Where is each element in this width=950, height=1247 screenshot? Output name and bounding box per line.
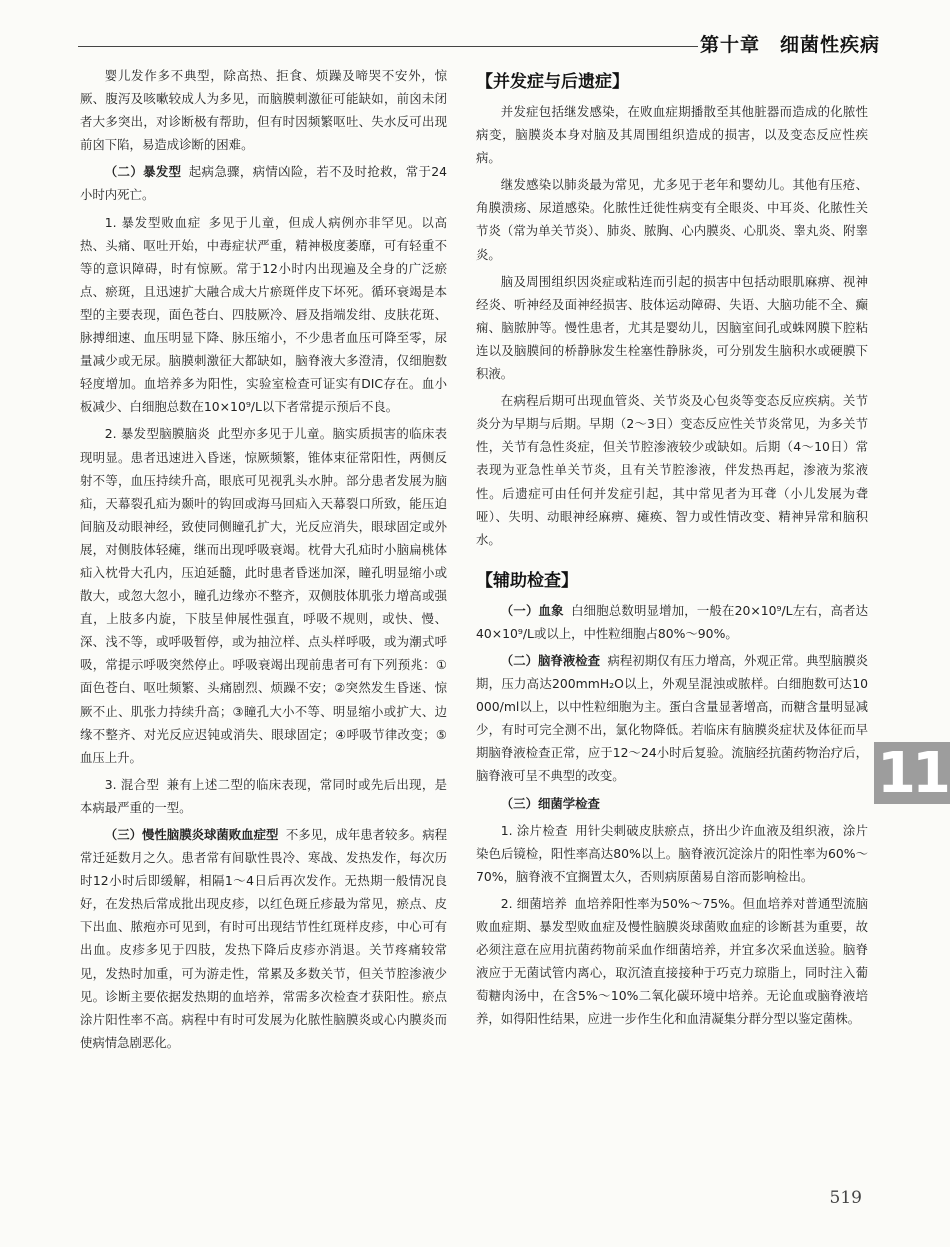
paragraph: 继发感染以肺炎最为常见，尤多见于老年和婴幼儿。其他有压疮、角膜溃疡、尿道感染。化脓性迁徙性病变有全眼炎、中耳炎、化脓性关节炎（常为单关节炎）、肺炎、脓胸、心内膜炎、心肌炎、睾丸炎、附睾炎。 xyxy=(476,177,868,262)
subsection-label: 2. 细菌培养 xyxy=(500,895,567,911)
subsection-label: 3. 混合型 xyxy=(104,776,160,792)
paragraph: 脑及周围组织因炎症或粘连而引起的损害中包括动眼肌麻痹、视神经炎、听神经及面神经损害、肢体运动障碍、失语、大脑功能不全、癫痫、脑脓肿等。慢性患者，尤其是婴幼儿，因脑室间孔或蛛网膜下腔粘连以及脑膜间的桥静脉发生栓塞性静脉炎，可分别发生脑积水或硬膜下积液。 xyxy=(476,273,868,382)
section-heading: 【辅助检查】 xyxy=(476,570,578,591)
section-label: （二）暴发型 xyxy=(104,164,182,180)
paragraph: 婴儿发作多不典型，除高热、拒食、烦躁及啼哭不安外，惊厥、腹泻及咳嗽较成人为多见，而脑膜刺激征可能缺如，前囟未闭者大多突出，对诊断极有帮助，但有时因频繁呕吐、失水反可出现前囟下陷，易造成诊断的困难。 xyxy=(80,68,447,153)
paragraph xyxy=(476,792,868,815)
section-label: （三）慢性脑膜炎球菌败血症型 xyxy=(104,827,279,842)
subsection-label: 2. 暴发型脑膜脑炎 xyxy=(104,426,211,442)
section-label: （一）血象 xyxy=(500,602,564,618)
paragraph: 并发症包括继发感染，在败血症期播散至其他脏器而造成的化脓性病变，脑膜炎本身对脑及其周围组织造成的损害，以及变态反应性疾病。 xyxy=(476,104,868,166)
paragraph: 2. 暴发型脑膜脑炎 此型亦多见于儿童。脑实质损害的临床表现明显。患者迅速进入昏迷，惊厥频繁，锥体束征常阳性，两侧反射不等，血压持续升高，眼底可见视乳头水肿。部分患者发展为脑疝，天幕裂孔疝为颞叶的钩回或海马回疝入天幕裂口所致，能压迫间脑及动眼神经，致使同侧瞳孔扩大，光反应消失，眼球固定或外展，对侧肢体轻瘫，继而出现呼吸衰竭。枕骨大孔疝时小脑扁桃体疝入枕骨大孔内，压迫延髓，此时患者昏迷加深，瞳孔明显缩小或散大，或忽大忽小，瞳孔边缘亦不整齐，双侧肢体肌张力增高或强直，上肢多内旋，下肢呈伸展性强直，呼吸不规则，或快、慢、深、浅不等，或呼吸暂停，或为抽泣样、点头样呼吸，或为潮式呼吸，常提示呼吸突然停止。呼吸衰竭出现前患者可有下列预兆：①面色苍白、呕吐频繁、头痛剧烈、烦躁不安；②突然发生昏迷、惊厥不止、肌张力持续升高；③瞳孔大小不等、明显缩小或扩大、边缘不整齐、对光反应迟钝或消失、眼球固定；④呼吸节律改变；⑤血压上升。 xyxy=(80,426,447,765)
paragraph: （二）脑脊液检查 病程初期仅有压力增高，外观正常。典型脑膜炎期，压力高达200mmH₂O以上，外观呈混浊或脓样。白细胞数可达10 000/ml以上，以中性粒细胞为主。蛋白含量显著增高，而糖含量明显减少，有时可完全测不出，氯化物降低。若临床有脑膜炎症状及体征而早期脑脊液检查正常，应于12～24小时后复验。流脑经抗菌药物治疗后，脑脊液可呈不典型的改变。 xyxy=(476,652,868,784)
subsection-label: 1. 暴发型败血症 xyxy=(104,214,202,230)
chapter-header: 第十章 细菌性疾病 xyxy=(699,34,880,56)
left-column xyxy=(80,64,447,1054)
paragraph: 1. 暴发型败血症 多见于儿童，但成人病例亦非罕见。以高热、头痛、呕吐开始，中毒症状严重，精神极度萎靡，可有轻重不等的意识障碍，时有惊厥。常于12小时内出现遍及全身的广泛瘀点、瘀斑，且迅速扩大融合成大片瘀斑伴皮下坏死。循环衰竭是本型的主要表现，面色苍白、四肢厥冷、唇及指端发绀、皮肤花斑、脉搏细速、血压明显下降、脉压缩小，不少患者血压可降至零，尿量减少或无尿。脑膜刺激征大都缺如，脑脊液大多澄清，仅细胞数轻度增加。血培养多为阳性，实验室检查可证实有DIC存在。血小板减少、白细胞总数在10×10⁹/L以下者常提示预后不良。 xyxy=(80,214,448,415)
right-column xyxy=(476,64,868,1030)
paragraph: 1. 涂片检查 用针尖刺破皮肤瘀点，挤出少许血液及组织液，涂片染色后镜检，阳性率高达80%以上。脑脊液沉淀涂片的阳性率为60%～70%，脑脊液不宜搁置太久，否则病原菌易自溶而影响检出。 xyxy=(476,822,868,884)
chapter-tab: 11 xyxy=(874,742,950,804)
section-label: （三）细菌学检查 xyxy=(500,795,600,811)
paragraph: 3. 混合型 兼有上述二型的临床表现，常同时或先后出现，是本病最严重的一型。 xyxy=(80,776,448,815)
section-label: （二）脑脊液检查 xyxy=(500,652,601,668)
paragraph: （二）暴发型 起病急骤，病情凶险，若不及时抢救，常于24小时内死亡。 xyxy=(80,164,447,203)
section-heading: 【并发症与后遗症】 xyxy=(476,72,629,92)
header-rule xyxy=(78,46,698,47)
page-number: 519 xyxy=(829,1188,862,1208)
paragraph: （三）慢性脑膜炎球菌败血症型 不多见，成年患者较多。病程常迁延数月之久。患者常有间歇性畏冷、寒战、发热发作，每次历时12小时后即缓解，相隔1～4日后再次发作。无热期一般情况良好，在发热后常成批出现皮疹，以红色斑丘疹最为常见，瘀点、皮下出血、脓疱亦可见到，有时可出现结节性红斑样皮疹，中心可有出血。皮疹多见于四肢，发热下降后皮疹亦消退。关节疼痛较常见，发热时加重，可为游走性，常累及多数关节，但关节腔渗液少见。诊断主要依据发热期的血培养，常需多次检查才获阳性。瘀点涂片阳性率不高。病程中有时可发展为化脓性脑膜炎或心内膜炎而使病情急剧恶化。 xyxy=(80,827,448,1050)
paragraph: 2. 细菌培养 血培养阳性率为50%～75%。但血培养对普通型流脑败血症期、暴发型败血症及慢性脑膜炎球菌败血症的诊断甚为重要，故必须注意在应用抗菌药物前采血作细菌培养，并宜多次采血送验。脑脊液应于无菌试管内离心，取沉渣直接接种于巧克力琼脂上，同时注入葡萄糖肉汤中，在含5%～10%二氧化碳环境中培养。无论血或脑脊液培养，如得阳性结果，应进一步作生化和血清凝集分群分型以鉴定菌株。 xyxy=(476,895,868,1027)
paragraph: （一）血象 白细胞总数明显增加，一般在20×10⁹/L左右，高者达40×10⁹/L或以上，中性粒细胞占80%～90%。 xyxy=(476,602,868,641)
subsection-label: 1. 涂片检查 xyxy=(500,822,568,838)
paragraph: 在病程后期可出现血管炎、关节炎及心包炎等变态反应疾病。关节炎分为早期与后期。早期（2～3日）变态反应性关节炎常见，为多关节性，关节有急性炎症，但关节腔渗液较少或缺如。后期（4～10日）常表现为亚急性单关节炎，且有关节腔渗液，伴发热再起，渗液为浆液性。后遗症可由任何并发症引起，其中常见者为耳聋（小儿发展为聋哑）、失明、动眼神经麻痹、瘫痪、智力或性情改变、精神异常和脑积水。 xyxy=(476,393,868,547)
